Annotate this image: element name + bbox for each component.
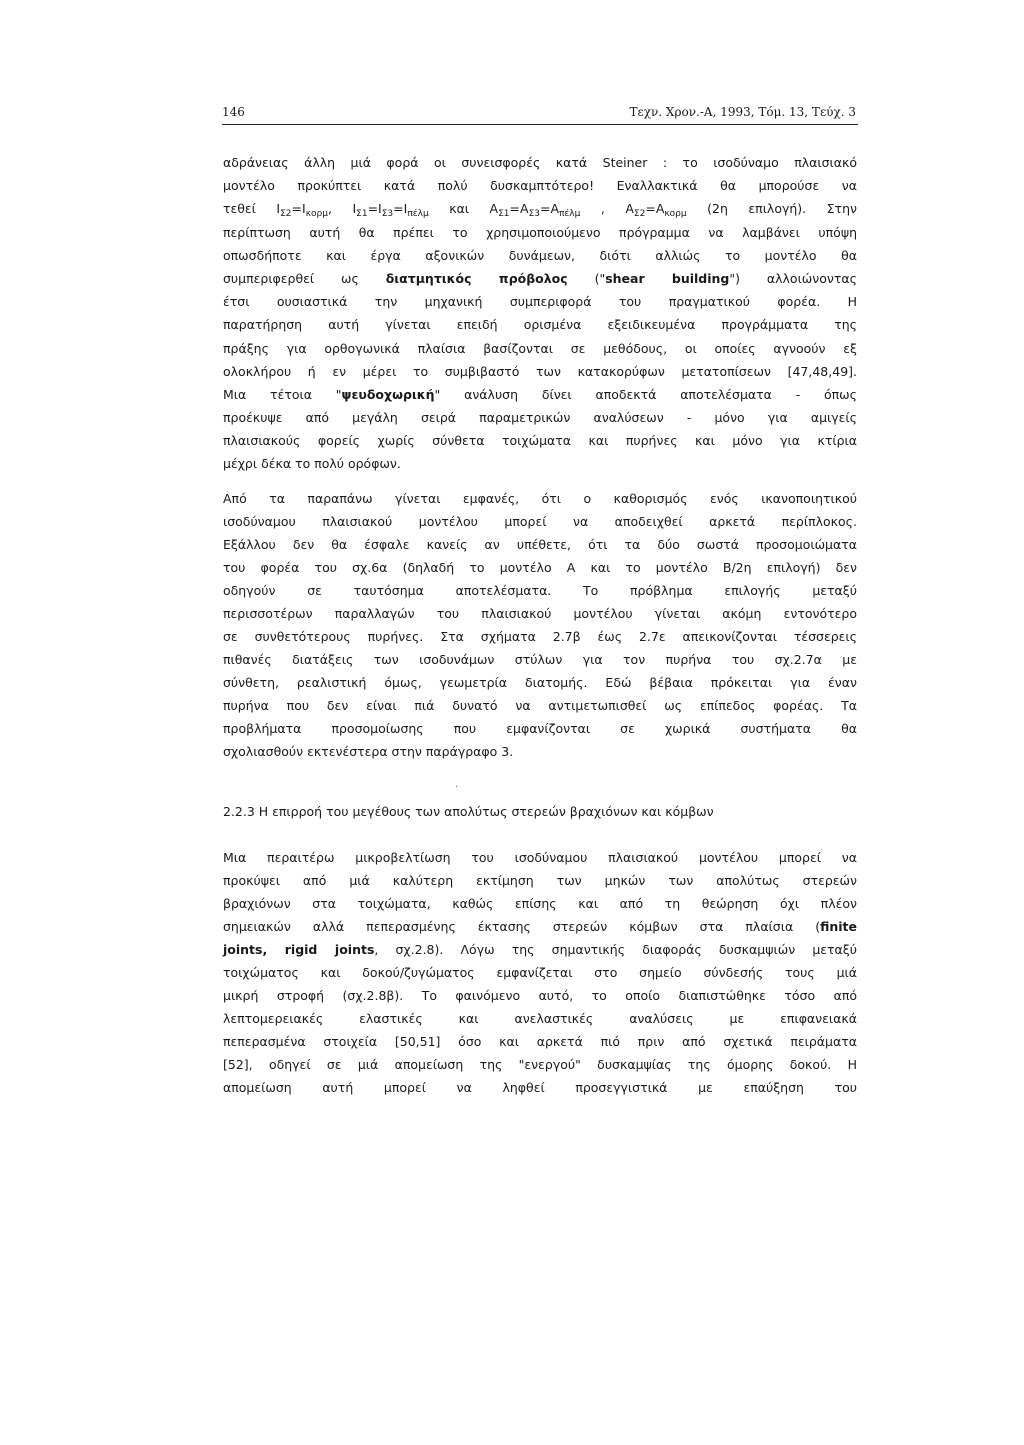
paragraph-2-line-1: Από τα παραπάνω γίνεται εμφανές, ότι ο καθορισμός ενός ικανοποιητικού xyxy=(223,491,857,506)
paragraph-3-line-11: απομείωση αυτή μπορεί να ληφθεί προσεγγιστικά με επαύξηση του xyxy=(223,1080,857,1095)
paragraph-1-line-10: ολοκλήρου ή εν μέρει το συμβιβαστό των κατακορύφων μετατοπίσεων [47,48,49]. xyxy=(223,364,857,379)
paragraph-3-line-2: προκύψει από μιά καλύτερη εκτίμηση των μηκών των απολύτως στερεών xyxy=(223,873,857,888)
paragraph-1-line-7: έτσι ουσιαστικά την μηχανική συμπεριφορά του πραγματικού φορέα. Η xyxy=(223,294,857,309)
paragraph-3-line-8: λεπτομερειακές ελαστικές και ανελαστικές αναλύσεις με επιφανειακά xyxy=(223,1011,857,1026)
paragraph-1-line-11: Μια τέτοια "ψευδοχωρική" ανάλυση δίνει αποδεκτά αποτελέσματα - όπως xyxy=(223,387,857,402)
paragraph-2-line-3: Εξάλλου δεν θα έσφαλε κανείς αν υπέθετε, ότι τα δύο σωστά προσομοιώματα xyxy=(223,537,857,552)
paragraph-3-line-1: Μια περαιτέρω μικροβελτίωση του ισοδύναμου πλαισιακού μοντέλου μπορεί να xyxy=(223,850,857,865)
paragraph-3-line-7: μικρή στροφή (σχ.2.8β). Το φαινόμενο αυτό, το οποίο διαπιστώθηκε τόσο από xyxy=(223,988,857,1003)
paragraph-1-line-9: πράξης για ορθογωνικά πλαίσια βασίζονται σε μεθόδους, οι οποίες αγνοούν εξ xyxy=(223,341,857,356)
paragraph-1-line-4: περίπτωση αυτή θα πρέπει το χρησιμοποιούμενο πρόγραμμα να λαμβάνει υπόψη xyxy=(223,225,857,240)
term-joints: joints, rigid joints xyxy=(223,942,375,957)
running-head: Τεχν. Χρον.-Α, 1993, Τόμ. 13, Τεύχ. 3 xyxy=(629,105,856,119)
paragraph-2-line-5: οδηγούν σε ταυτόσημα αποτελέσματα. Το πρόβλημα επιλογής μεταξύ xyxy=(223,583,857,598)
paragraph-3-line-3: βραχιόνων στα τοιχώματα, καθώς επίσης και από τη θεώρηση όχι πλέον xyxy=(223,896,857,911)
term-shear-cantilever: διατμητικός πρόβολος xyxy=(385,271,568,286)
paragraph-1-line-2: μοντέλο προκύπτει κατά πολύ δυσκαμπτότερο! Εναλλακτικά θα μπορούσε να xyxy=(223,178,857,193)
paragraph-1-line-5: οπωσδήποτε και έργα αξονικών δυνάμεων, διότι αλλιώς το μοντέλο θα xyxy=(223,248,857,263)
paragraph-2-line-4: του φορέα του σχ.6α (δηλαδή το μοντέλο Α και το μοντέλο Β/2η επιλογή) δεν xyxy=(223,560,857,575)
paragraph-1-line-1: αδράνειας άλλη μιά φορά οι συνεισφορές κατά Steiner : το ισοδύναμο πλαισιακό xyxy=(223,155,857,170)
term-finite: finite xyxy=(820,919,857,934)
paragraph-1-line-3: τεθεί $I_{\Sigma 2}=I_{\kappa o\rho\mu}$, $I_{\Sigma 1}=I_{\Sigma 3}=I_{\pi έ\lambda\mu}$ και $A_{\Sigma 1}=A_{\Sigma 3}=A_{\pi έ\lambda\mu}$ , $A_{\Sigma 2}=A_{\kappa o\rho\mu}$ (2η επιλογή). Στην xyxy=(223,201,857,219)
paragraph-1-line-12: προέκυψε από μεγάλη σειρά παραμετρικών αναλύσεων - μόνο για αμιγείς xyxy=(223,410,857,425)
paragraph-1-line-8: παρατήρηση αυτή γίνεται επειδή ορισμένα εξειδικευμένα προγράμματα της xyxy=(223,317,857,332)
paragraph-2-line-11: προβλήματα προσομοίωσης που εμφανίζονται σε χωρικά συστήματα θα xyxy=(223,721,857,736)
paragraph-3-line-6: τοιχώματος και δοκού/ζυγώματος εμφανίζεται στο σημείο σύνδεσής τους μιά xyxy=(223,965,857,980)
paragraph-2-line-8: πιθανές διατάξεις των ισοδυνάμων στύλων για τον πυρήνα του σχ.2.7α με xyxy=(223,652,857,667)
paragraph-2-line-9: σύνθετη, ρεαλιστική όμως, γεωμετρία διατομής. Εδώ βέβαια πρόκειται για έναν xyxy=(223,675,857,690)
paragraph-2-line-10: πυρήνα που δεν είναι πιά δυνατό να αντιμετωπισθεί ως επίπεδος φορέας. Τα xyxy=(223,698,857,713)
section-heading: 2.2.3 Η επιρροή του μεγέθους των απολύτως στερεών βραχιόνων και κόμβων xyxy=(223,804,714,819)
paragraph-2-line-7: σε συνθετότερους πυρήνες. Στα σχήματα 2.7β έως 2.7ε απεικονίζονται τέσσερεις xyxy=(223,629,857,644)
paragraph-2-line-6: περισσοτέρων παραλλαγών του πλαισιακού μοντέλου γίνεται ακόμη εντονότερο xyxy=(223,606,857,621)
term-shear-building: shear building xyxy=(605,271,730,286)
paragraph-3-line-5: joints, rigid joints, σχ.2.8). Λόγω της σημαντικής διαφοράς δυσκαμψιών μεταξύ xyxy=(223,942,857,957)
paragraph-3-line-10: [52], οδηγεί σε μιά απομείωση της "ενεργού" δυσκαμψίας της όμορης δοκού. Η xyxy=(223,1057,857,1072)
paragraph-2-line-12: σχολιασθούν εκτενέστερα στην παράγραφο 3. xyxy=(223,744,514,759)
term-pseudo-spatial: ψευδοχωρική xyxy=(341,387,435,402)
paragraph-3-line-4: σημειακών αλλά πεπερασμένης έκτασης στερεών κόμβων στα πλαίσια (finite xyxy=(223,919,857,934)
paragraph-3-line-9: πεπερασμένα στοιχεία [50,51] όσο και αρκετά πιό πριν από σχετικά πειράματα xyxy=(223,1034,857,1049)
page-number: 146 xyxy=(222,105,245,119)
paragraph-1-line-14: μέχρι δέκα το πολύ ορόφων. xyxy=(223,456,401,471)
scan-speck: · xyxy=(455,782,459,793)
paragraph-2-line-2: ισοδύναμου πλαισιακού μοντέλου μπορεί να αποδειχθεί αρκετά περίπλοκος. xyxy=(223,514,857,529)
paragraph-1-line-6: συμπεριφερθεί ως διατμητικός πρόβολος ("shear building") αλλοιώνοντας xyxy=(223,271,857,286)
paragraph-1-line-13: πλαισιακούς φορείς χωρίς σύνθετα τοιχώματα και πυρήνες και μόνο για κτίρια xyxy=(223,433,857,448)
page-header xyxy=(222,104,858,125)
